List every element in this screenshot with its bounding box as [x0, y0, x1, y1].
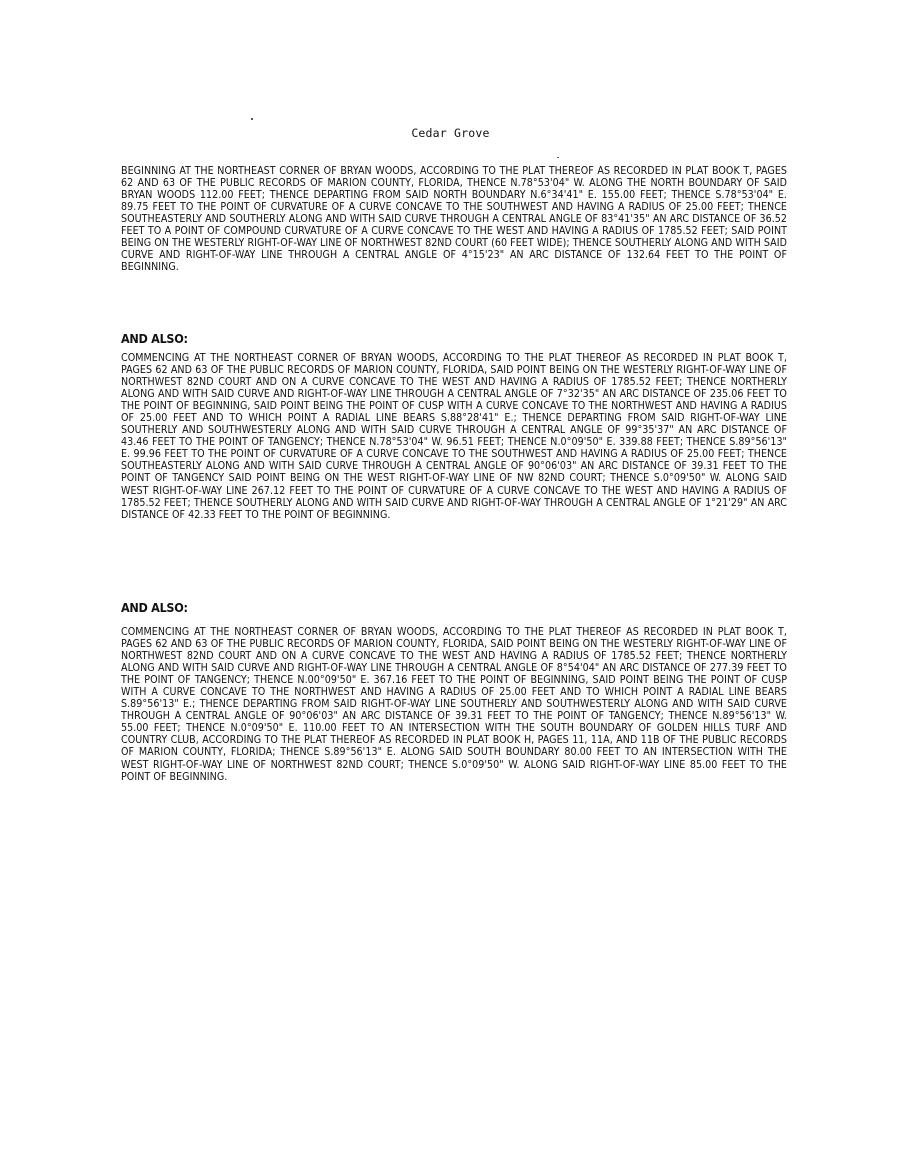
document-title: Cedar Grove: [411, 126, 490, 140]
legal-description-paragraph-1: BEGINNING AT THE NORTHEAST CORNER OF BRYAN WOODS, ACCORDING TO THE PLAT THEREOF AS RECORDED IN PLAT BOOK T, PAGES 62 AND 63 OF THE PUBLIC RECORDS OF MARION COUNTY, FLORIDA, THENCE N.78°53'04" W. ALONG THE NORTH BOUNDARY OF SAID BRYAN WOODS 112.00 FEET; THENCE DEPARTING FROM SAID NORTH BOUNDARY N.6°34'41" E. 155.00 FEET; THENCE S.78°53'04" E. 89.75 FEET TO THE POINT OF CURVATURE OF A CURVE CONCAVE TO THE SOUTHWEST AND HAVING A RADIUS OF 25.00 FEET; THENCE SOUTHEASTERLY AND SOUTHERLY ALONG AND WITH SAID CURVE THROUGH A CENTRAL ANGLE OF 83°41'35" AN ARC DISTANCE OF 36.52 FEET TO A POINT OF COMPOUND CURVATURE OF A CURVE CONCAVE TO THE WEST AND HAVING A RADIUS OF 1785.52 FEET; SAID POINT BEING ON THE WESTERLY RIGHT-OF-WAY LINE OF NORTHWEST 82ND COURT (60 FEET WIDE); THENCE SOUTHERLY ALONG AND WITH SAID CURVE AND RIGHT-OF-WAY LINE THROUGH A CENTRAL ANGLE OF 4°15'23" AN ARC DISTANCE OF 132.64 FEET TO THE POINT OF BEGINNING.: [121, 165, 787, 274]
legal-description-paragraph-3: COMMENCING AT THE NORTHEAST CORNER OF BRYAN WOODS, ACCORDING TO THE PLAT THEREOF AS RECORDED IN PLAT BOOK T, PAGES 62 AND 63 OF THE PUBLIC RECORDS OF MARION COUNTY, FLORIDA, SAID POINT BEING ON THE WESTERLY RIGHT-OF-WAY LINE OF NORTHWEST 82ND COURT AND ON A CURVE CONCAVE TO THE WEST AND HAVING A RADIUS OF 1785.52 FEET; THENCE NORTHERLY ALONG AND WITH SAID CURVE AND RIGHT-OF-WAY LINE THROUGH A CENTRAL ANGLE OF 8°54'04" AN ARC DISTANCE OF 277.39 FEET TO THE POINT OF TANGENCY; THENCE N.00°09'50" E. 367.16 FEET TO THE POINT OF BEGINNING, SAID POINT BEING THE POINT OF CUSP WITH A CURVE CONCAVE TO THE NORTHWEST AND HAVING A RADIUS OF 25.00 FEET AND TO WHICH POINT A RADIAL LINE BEARS S.89°56'13" E.; THENCE DEPARTING FROM SAID RIGHT-OF-WAY LINE SOUTHERLY AND SOUTHWESTERLY ALONG AND WITH SAID CURVE THROUGH A CENTRAL ANGLE OF 90°06'03" AN ARC DISTANCE OF 39.31 FEET TO THE POINT OF TANGENCY; THENCE N.89°56'13" W. 55.00 FEET; THENCE N.0°09'50" E. 110.00 FEET TO AN INTERSECTION WITH THE SOUTH BOUNDARY OF GOLDEN HILLS TURF AND COUNTRY CLUB, ACCORDING TO THE PLAT THEREOF AS RECORDED IN PLAT BOOK H, PAGES 11, 11A, AND 11B OF THE PUBLIC RECORDS OF MARION COUNTY, FLORIDA; THENCE S.89°56'13" E. ALONG SAID SOUTH BOUNDARY 80.00 FEET TO AN INTERSECTION WITH THE WEST RIGHT-OF-WAY LINE OF NORTHWEST 82ND COURT; THENCE S.0°09'50" W. ALONG SAID RIGHT-OF-WAY LINE 85.00 FEET TO THE POINT OF BEGINNING.: [121, 626, 787, 783]
and-also-separator-2: AND ALSO:: [121, 600, 188, 615]
legal-description-paragraph-2: COMMENCING AT THE NORTHEAST CORNER OF BRYAN WOODS, ACCORDING TO THE PLAT THEREOF AS RECORDED IN PLAT BOOK T, PAGES 62 AND 63 OF THE PUBLIC RECORDS OF MARION COUNTY, FLORIDA, SAID POINT BEING ON THE WESTERLY RIGHT-OF-WAY LINE OF NORTHWEST 82ND COURT AND ON A CURVE CONCAVE TO THE WEST AND HAVING A RADIUS OF 1785.52 FEET; THENCE NORTHERLY ALONG AND WITH SAID CURVE AND RIGHT-OF-WAY LINE THROUGH A CENTRAL ANGLE OF 7°32'35" AN ARC DISTANCE OF 235.06 FEET TO THE POINT OF BEGINNING, SAID POINT BEING THE POINT OF CUSP WITH A CURVE CONCAVE TO THE NORTHWEST AND HAVING A RADIUS OF 25.00 FEET AND TO WHICH POINT A RADIAL LINE BEARS S.88°28'41" E.; THENCE DEPARTING FROM SAID RIGHT-OF-WAY LINE SOUTHERLY AND SOUTHWESTERLY ALONG AND WITH SAID CURVE THROUGH A CENTRAL ANGLE OF 99°35'37" AN ARC DISTANCE OF 43.46 FEET TO THE POINT OF TANGENCY; THENCE N.78°53'04" W. 96.51 FEET; THENCE N.0°09'50" E. 339.88 FEET; THENCE S.89°56'13" E. 99.96 FEET TO THE POINT OF CURVATURE OF A CURVE CONCAVE TO THE SOUTHWEST AND HAVING A RADIUS OF 25.00 FEET; THENCE SOUTHEASTERLY ALONG AND WITH SAID CURVE THROUGH A CENTRAL ANGLE OF 90°06'03" AN ARC DISTANCE OF 39.31 FEET TO THE POINT OF TANGENCY SAID POINT BEING ON THE WEST RIGHT-OF-WAY LINE OF NW 82ND COURT; THENCE S.0°09'50" W. ALONG SAID WEST RIGHT-OF-WAY LINE 267.12 FEET TO THE POINT OF CURVATURE OF A CURVE CONCAVE TO THE WEST AND HAVING A RADIUS OF 1785.52 FEET; THENCE SOUTHERLY ALONG AND WITH SAID CURVE AND RIGHT-OF-WAY THROUGH A CENTRAL ANGLE OF 1°21'29" AN ARC DISTANCE OF 42.33 FEET TO THE POINT OF BEGINNING.: [121, 352, 787, 521]
scan-speck: [251, 118, 253, 120]
and-also-separator-1: AND ALSO:: [121, 331, 188, 346]
scan-speck: [557, 157, 559, 158]
